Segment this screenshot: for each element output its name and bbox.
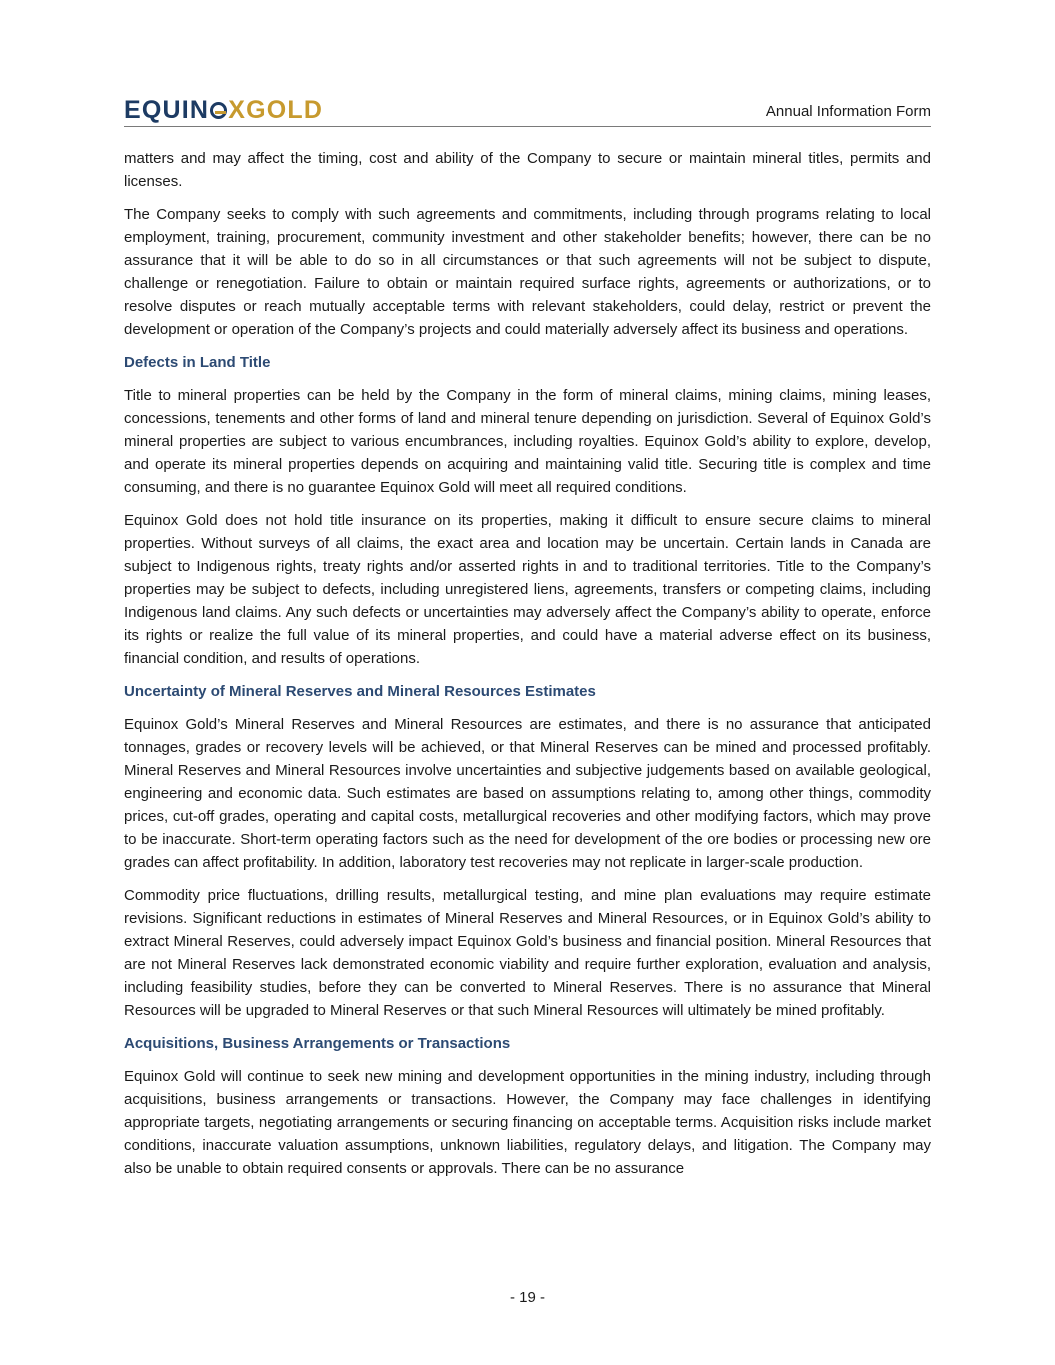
- paragraph: Equinox Gold does not hold title insurance on its properties, making it difficult to ensure secure claims to mineral properties. Without surveys of all claims, the exact area and location may be uncertain. Certain lands in Canada are subject to Indigenous rights, treaty rights and/or asserted rights in and to traditional territories. Title to the Company’s properties may be subject to defects, including unregistered liens, agreements, transfers or competing claims, including Indigenous land claims. Any such defects or uncertainties may adversely affect the Company’s ability to operate, enforce its rights or realize the full value of its mineral properties, and could have a material adverse effect on its business, financial condition, and results of operations.: [124, 512, 931, 667]
- paragraph: The Company seeks to comply with such agreements and commitments, including through programs relating to local employment, training, procurement, community investment and other stakeholder benefits; however, there can be no assurance that it will be able to do so in all circumstances or that such agreements will not be subject to dispute, challenge or renegotiation. Failure to obtain or maintain required surface rights, agreements or authorizations, or to resolve disputes or reach mutually acceptable terms with relevant stakeholders, could delay, restrict or prevent the development or operation of the Company’s projects and could materially adversely affect its business and operations.: [124, 206, 931, 338]
- logo-text-x: X: [228, 96, 247, 124]
- equinox-gold-logo: [124, 98, 323, 123]
- page-header: [124, 96, 931, 127]
- page-content: [124, 147, 931, 1190]
- section-heading-uncertainty-of-estimates: Uncertainty of Mineral Reserves and Mineral Resources Estimates: [124, 683, 596, 700]
- logo-text-equin: EQUIN: [124, 96, 210, 124]
- page-number: - 19 -: [509, 1289, 545, 1306]
- document-title: Annual Information Form: [765, 103, 931, 120]
- paragraph: Equinox Gold will continue to seek new mining and development opportunities in the mining industry, including through acquisitions, business arrangements or transactions. However, the Company may face challenges in identifying appropriate targets, negotiating arrangements or securing financing on acceptable terms. Acquisition risks include market conditions, inaccurate valuation assumptions, unknown liabilities, regulatory delays, and litigation. The Company may also be unable to obtain required consents or approvals. There can be no assurance: [124, 1068, 931, 1177]
- paragraph: Equinox Gold’s Mineral Reserves and Mineral Resources are estimates, and there is no assurance that anticipated tonnages, grades or recovery levels will be achieved, or that Mineral Reserves can be mined and processed profitably. Mineral Reserves and Mineral Resources involve uncertainties and subjective judgements based on available geological, engineering and economic data. Such estimates are based on assumptions relating to, among other things, commodity prices, cut-off grades, operating and capital costs, metallurgical recoveries and other modifying factors, which may prove to be inaccurate. Short-term operating factors such as the need for development of the ore bodies or processing new ore grades can affect profitability. In addition, laboratory test recoveries may not replicate in larger-scale production.: [124, 716, 931, 871]
- logo-text-gold: GOLD: [246, 96, 324, 124]
- paragraph: Title to mineral properties can be held by the Company in the form of mineral claims, mining claims, mining leases, concessions, tenements and other forms of land and mineral tenure depending on jurisdiction. Several of Equinox Gold’s mineral properties are subject to various encumbrances, including royalties. Equinox Gold’s ability to explore, develop, and operate its mineral properties depends on acquiring and maintaining valid title. Securing title is complex and time consuming, and there is no guarantee Equinox Gold will meet all required conditions.: [124, 387, 931, 496]
- section-heading-acquisitions: Acquisitions, Business Arrangements or Transactions: [124, 1035, 511, 1052]
- paragraph: matters and may affect the timing, cost and ability of the Company to secure or maintain mineral titles, permits and licenses.: [124, 150, 931, 190]
- logo-o-mark-icon: [210, 102, 227, 119]
- paragraph: Commodity price fluctuations, drilling results, metallurgical testing, and mine plan evaluations may require estimate revisions. Significant reductions in estimates of Mineral Reserves and Mineral Resources, or in Equinox Gold’s ability to extract Mineral Reserves, could adversely impact Equinox Gold’s business and financial position. Mineral Resources that are not Mineral Reserves lack demonstrated economic viability and require further exploration, evaluation and analysis, including feasibility studies, before they can be converted to Mineral Reserves. There is no assurance that Mineral Resources will be upgraded to Mineral Reserves or that such Mineral Resources will ultimately be mined profitably.: [124, 887, 931, 1019]
- section-heading-defects-in-land-title: Defects in Land Title: [124, 354, 271, 371]
